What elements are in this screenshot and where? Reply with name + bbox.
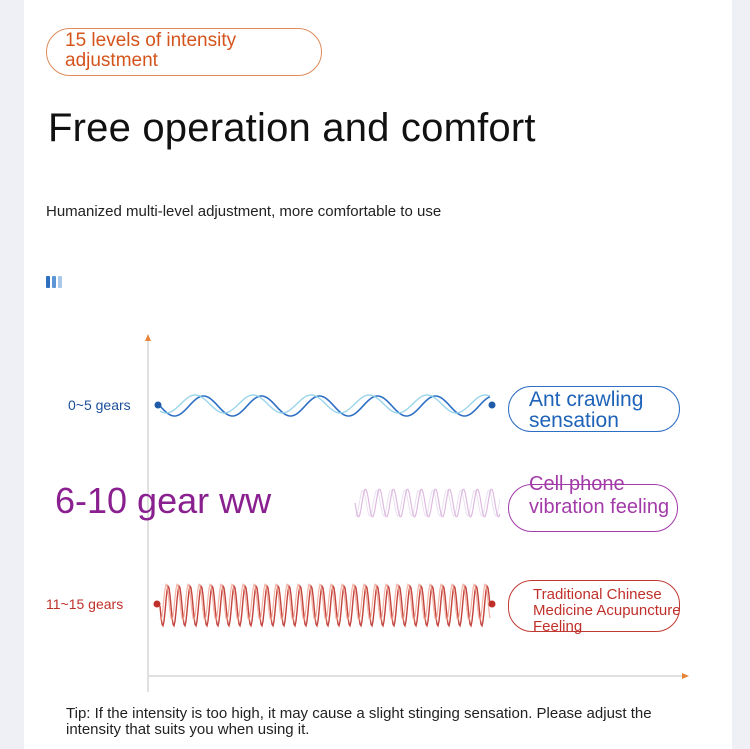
wave-high <box>160 584 490 625</box>
level-mid-tag <box>508 473 678 532</box>
wave-mid-stroke <box>355 490 500 516</box>
wave-high-start-dot <box>154 601 161 608</box>
wave-high-stroke <box>160 586 490 626</box>
wave-low-start-dot <box>155 402 162 409</box>
intensity-badge-label: 15 levels of intensity adjustment <box>65 30 237 71</box>
y-axis-arrow-icon <box>145 334 151 341</box>
level-low-label: 0~5 gears <box>68 397 131 413</box>
x-axis-arrow-icon <box>682 673 689 679</box>
level-mid-label: 6-10 gear ww <box>55 480 272 521</box>
wave-low-stroke <box>160 396 490 416</box>
level-mid-tag-text: Cell phone vibration feeling <box>529 473 670 518</box>
wave-low-end-dot <box>489 402 496 409</box>
level-high-tag <box>508 580 681 635</box>
usage-tip: Tip: If the intensity is too high, it may cause a slight stinging sensation. Please adjust the intensity that suits you when using it. <box>66 705 652 738</box>
wave-low <box>160 395 490 416</box>
level-low-tag-text: Ant crawling sensation <box>529 388 644 432</box>
level-high-label: 11~15 gears <box>46 596 124 612</box>
wave-mid <box>355 489 500 516</box>
wave-high-end-dot <box>489 601 496 608</box>
level-high-tag-text: Traditional Chinese Medicine Acupuncture Feeling <box>533 586 681 635</box>
page-title: Free operation and comfort <box>48 106 536 150</box>
level-low-tag <box>508 386 680 432</box>
page-subtitle: Humanized multi-level adjustment, more comfortable to use <box>46 203 442 220</box>
